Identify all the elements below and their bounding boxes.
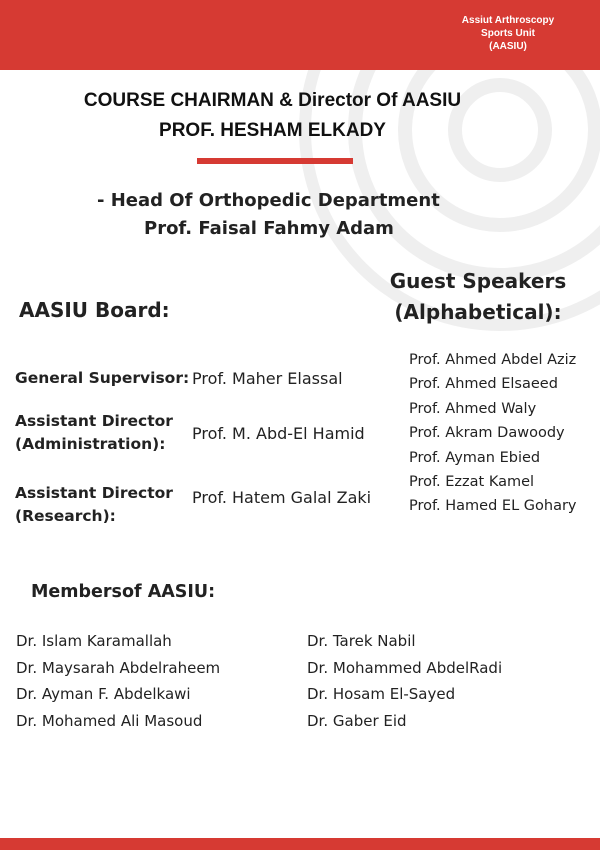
member-name: Dr. Gaber Eid	[307, 711, 407, 730]
member-name: Dr. Tarek Nabil	[307, 632, 416, 650]
board-role-line-1: General Supervisor:	[15, 369, 190, 387]
board-person-general-supervisor: Prof. Maher Elassal	[192, 369, 343, 388]
member-name: Dr. Mohammed AbdelRadi	[307, 658, 503, 677]
title-divider	[197, 158, 353, 164]
member-name: Dr. Islam Karamallah	[16, 632, 172, 650]
board-role-assistant-director-research	[15, 482, 173, 528]
board-role-line-2: (Research):	[15, 507, 116, 525]
guest-speakers-heading	[388, 266, 568, 328]
guest-speaker: Prof. Akram Dawoody	[409, 425, 565, 442]
org-name-line-3: (AASIU)	[489, 41, 527, 52]
board-person-assistant-director-administration: Prof. M. Abd-El Hamid	[192, 424, 365, 443]
member-name: Dr. Maysarah Abdelraheem	[16, 658, 221, 677]
footer-bar	[0, 838, 600, 850]
board-role-line-2: (Administration):	[15, 435, 166, 453]
chairman-block	[0, 86, 545, 146]
org-name-line-2: Sports Unit	[481, 28, 535, 39]
guest-speaker: Prof. Ezzat Kamel	[409, 474, 535, 491]
member-name: Dr. Mohamed Ali Masoud	[16, 711, 203, 730]
guest-speaker: Prof. Ahmed Abdel Aziz	[409, 352, 577, 368]
organization-name	[438, 14, 578, 53]
board-person-assistant-director-research: Prof. Hatem Galal Zaki	[192, 488, 372, 507]
board-role-line-1: Assistant Director	[15, 412, 173, 430]
org-name-line-1: Assiut Arthroscopy	[461, 15, 555, 26]
department-head-block	[97, 187, 440, 243]
guest-speaker: Prof. Ayman Ebied	[409, 449, 541, 466]
chairman-title: COURSE CHAIRMAN & Director Of AASIU	[83, 90, 462, 111]
department-head-role: - Head Of Orthopedic Department	[97, 190, 440, 211]
guest-heading-line-1: Guest Speakers	[389, 269, 567, 293]
guest-speaker: Prof. Ahmed Elsaeed	[409, 376, 558, 393]
member-name: Dr. Hosam El-Sayed	[307, 685, 456, 703]
department-head-name: Prof. Faisal Fahmy Adam	[144, 218, 394, 239]
board-role-general-supervisor	[15, 367, 189, 390]
board-heading: AASIU Board:	[19, 298, 170, 322]
board-role-line-1: Assistant Director	[15, 484, 173, 502]
guest-heading-line-2: (Alphabetical):	[394, 300, 562, 324]
guest-speaker: Prof. Ahmed Waly	[409, 400, 537, 417]
member-name: Dr. Ayman F. Abdelkawi	[16, 685, 191, 703]
chairman-name: PROF. HESHAM ELKADY	[159, 120, 386, 141]
members-list-left	[16, 628, 220, 734]
guest-speaker: Prof. Hamed EL Gohary	[409, 498, 577, 515]
guest-speakers-list	[409, 348, 577, 519]
board-role-assistant-director-administration	[15, 410, 173, 456]
members-list-right	[307, 628, 502, 734]
members-heading: Membersof AASIU:	[31, 582, 216, 602]
